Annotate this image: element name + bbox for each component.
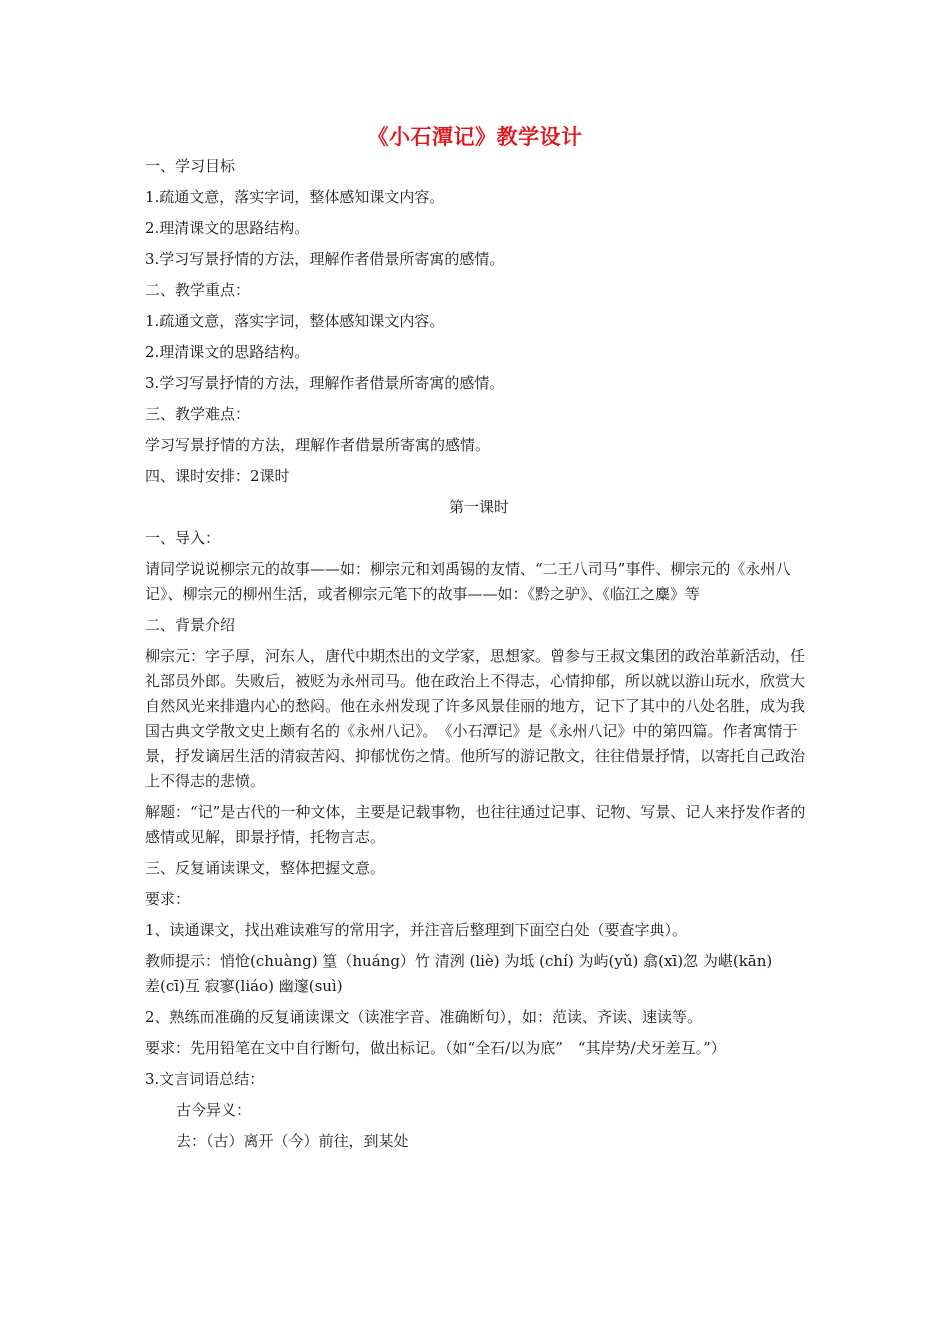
requirement-1: 1、读通课文，找出难读难写的常用字，并注音后整理到下面空白处（要查字典）。 [145, 921, 688, 939]
background-text: 柳宗元：字子厚，河东人，唐代中期杰出的文学家，思想家。曾参与王叔文集团的政治革新活动，任礼部员外郎。失败后，被贬为永州司马。他在政治上不得志，心情抑郁，所以就以游山玩水，欣赏大自然风光来排遣内心的愁闷。他在永州发现了许多风景佳丽的地方，记下了其中的八处名胜，成为我国古典文学散文史上颇有名的《永州八记》。 《小石潭记》是《永州八记》中的第四篇。作者寓情于景，抒发谪居生活的清寂苦闷、抑郁忧伤之情。他所写的游记散文，往往借景抒情，以寄托自己政治上不得志的悲愤。 [145, 647, 806, 790]
heading-introduction: 一、导入： [145, 529, 221, 547]
heading-background: 二、背景介绍 [145, 616, 236, 634]
goal-item-2: 2.理清课文的思路结构。 [145, 219, 310, 237]
introduction-text: 请同学说说柳宗元的故事——如：柳宗元和刘禹锡的友情、“二王八司马”事件、柳宗元的《永州八记》、柳宗元的柳州生活，或者柳宗元笔下的故事——如：《黔之驴》、《临江之麋》等 [145, 560, 791, 603]
key-point-2: 2.理清课文的思路结构。 [145, 343, 310, 361]
title-explanation: 解题：“记”是古代的一种文体，主要是记载事物，也往往通过记事、记物、写景、记人来抒发作者的感情或见解，即景抒情，托物言志。 [145, 803, 806, 846]
key-point-1: 1.疏通文意，落实字词，整体感知课文内容。 [145, 312, 445, 330]
difficulty-text: 学习写景抒情的方法，理解作者借景所寄寓的感情。 [145, 436, 491, 454]
goal-item-1: 1.疏通文意，落实字词，整体感知课文内容。 [145, 188, 445, 206]
teacher-hints: 教师提示：悄怆(chuàng) 篁（huáng）竹 清洌 (liè) 为坻 (chí) 为屿(yǔ) 翕(xī)忽 为嵁(kān) 差(cī)互 寂寥(liáo) 幽邃(suì) [145, 952, 823, 995]
heading-learning-goals: 一、学习目标 [145, 157, 236, 175]
key-point-3: 3.学习写景抒情的方法，理解作者借景所寄寓的感情。 [145, 374, 505, 392]
heading-key-points: 二、教学重点： [145, 281, 251, 299]
vocabulary-summary-heading: 3.文言词语总结： [145, 1070, 265, 1088]
heading-schedule: 四、课时安排：2课时 [145, 467, 290, 485]
heading-reading: 三、反复诵读课文，整体把握文意。 [145, 859, 386, 877]
punctuation-requirement: 要求：先用铅笔在文中自行断句，做出标记。（如“全石/以为底” “其岸势/犬牙差互。”） [145, 1039, 726, 1057]
document-title: 《小石潭记》教学设计 [367, 124, 583, 149]
document-body [145, 154, 823, 1154]
goal-item-3: 3.学习写景抒情的方法，理解作者借景所寄寓的感情。 [145, 250, 505, 268]
lesson-one-heading: 第一课时 [448, 498, 509, 516]
ancient-modern-meaning-heading: 古今异义： [176, 1101, 252, 1119]
word-qu-meaning: 去：（古）离开（今）前往，到某处 [176, 1132, 409, 1150]
requirements-label: 要求： [145, 890, 191, 908]
requirement-2: 2、熟练而准确的反复诵读课文（读准字音、准确断句），如：范读、齐读、速读等。 [145, 1008, 703, 1026]
heading-difficulties: 三、教学难点： [145, 405, 251, 423]
